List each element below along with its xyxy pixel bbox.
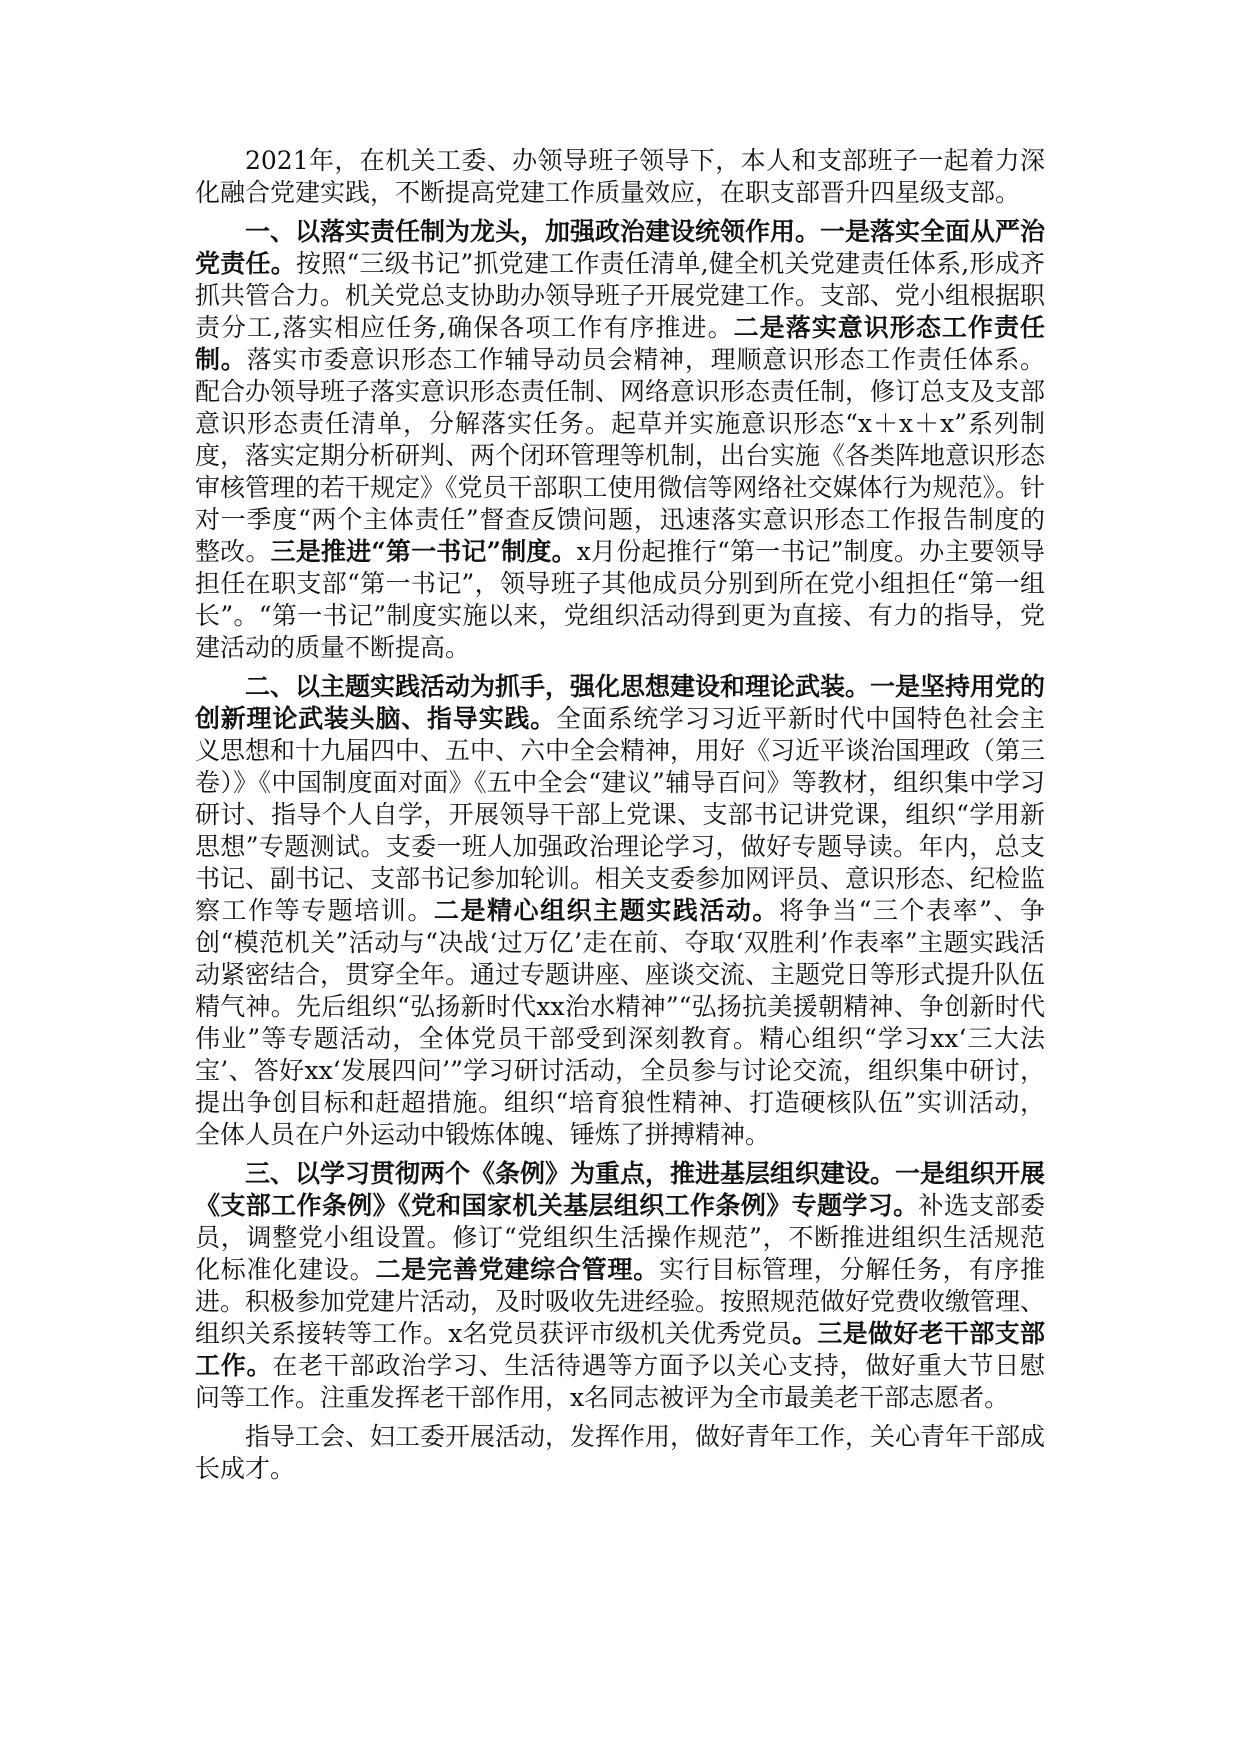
section-3-body-2: 实行目标管理，分解任务，有序推进。积极参加党建片活动，及时吸收先进经验。按照规范做好党费收缴管理、组织关系接转等工作。x名党员获评市级机关优秀党员 — [195, 1255, 1046, 1348]
section-1-subheading-2: 二是落实意识形态工作责任制。 — [195, 313, 1045, 374]
section-1-heading: 一、以落实责任制为龙头，加强政治建设统领作用。一是落实全面从严治党责任。 — [195, 217, 1046, 278]
paragraph-intro — [195, 145, 1045, 209]
closing-text: 指导工会、妇工委开展活动，发挥作用，做好青年工作，关心青年干部成长成才。 — [195, 1422, 1046, 1483]
section-1-body-3: x月份起推行“第一书记”制度。办主要领导担任在职支部“第一书记”，领导班子其他成员分别到所在党小组担任“第一组长”。“第一书记”制度实施以来，党组织活动得到更为直接、有力的指导，党建活动的质量不断提高。 — [195, 537, 1045, 662]
section-3-subheading-2: 二是完善党建综合管理。 — [375, 1255, 660, 1284]
section-2-body-2: 将争当“三个表率”、争创“模范机关”活动与“决战‘过万亿’走在前、夺取‘双胜利’作表率”主题实践活动紧密结合，贯穿全年。通过专题讲座、座谈交流、主题党日等形式提升队伍精气神。先后组织“弘扬新时代xx治水精神”“弘扬抗美援朝精神、争创新时代伟业”等专题活动，全体党员干部受到深刻教育。精心组织“学习xx‘三大法宝’、答好xx‘发展四问’”学习研讨活动，全员参与讨论交流，组织集中研讨，提出争创目标和赶超措施。组织“培育狼性精神、打造硬核队伍”实训活动，全体人员在户外运动中锻炼体魄、锤炼了拼搏精神。 — [195, 896, 1046, 1149]
section-3-heading: 三、以学习贯彻两个《条例》为重点，推进基层组织建设。一是组织开展《支部工作条例》《党和国家机关基层组织工作条例》专题学习。 — [195, 1159, 1046, 1220]
section-1-subheading-3: 三是推进“第一书记”制度。 — [270, 537, 577, 566]
paragraph-section-1 — [195, 216, 1045, 664]
section-1-body-1: 按照“三级书记”抓党建工作责任清单,健全机关党建责任体系,形成齐抓共管合力。机关党总支协助办领导班子开展党建工作。支部、党小组根据职责分工,落实相应任务,确保各项工作有序推进。 — [195, 249, 1046, 342]
paragraph-closing — [195, 1421, 1045, 1485]
section-2-subheading-2: 二是精心组织主题实践活动。 — [433, 896, 779, 925]
document-body — [195, 145, 1045, 1492]
paragraph-section-2 — [195, 671, 1045, 1151]
section-3-body-3: 在老干部政治学习、生活待遇等方面予以关心支持，做好重大节日慰问等工作。注重发挥老干部作用，x名同志被评为全市最美老干部志愿者。 — [195, 1351, 1045, 1412]
section-2-body-1: 全面系统学习习近平新时代中国特色社会主义思想和十九届四中、五中、六中全会精神，用好《习近平谈治国理政（第三卷）》《中国制度面对面》《五中全会“建议”辅导百问》等教材，组织集中学习研讨、指导个人自学，开展领导干部上党课、支部书记讲党课，组织“学用新思想”专题测试。支委一班人加强政治理论学习，做好专题导读。年内，总支书记、副书记、支部书记参加轮训。相关支委参加网评员、意识形态、纪检监察工作等专题培训。 — [195, 704, 1046, 925]
section-3-body-1: 补选支部委员，调整党小组设置。修订“党组织生活操作规范”，不断推进组织生活规范化标准化建设。 — [195, 1191, 1045, 1284]
section-1-body-2: 落实市委意识形态工作辅导动员会精神，理顺意识形态工作责任体系。配合办领导班子落实意识形态责任制、网络意识形态责任制，修订总支及支部意识形态责任清单，分解落实任务。起草并实施意识形态“x＋x＋x”系列制度，落实定期分析研判、两个闭环管理等机制，出台实施《各类阵地意识形态审核管理的若干规定》《党员干部职工使用微信等网络社交媒体行为规范》。针对一季度“两个主体责任”督查反馈问题，迅速落实意识形态工作报告制度的整改。 — [195, 345, 1046, 566]
paragraph-section-3 — [195, 1158, 1045, 1414]
intro-text: 2021年，在机关工委、办领导班子领导下，本人和支部班子一起着力深化融合党建实践，不断提高党建工作质量效应，在职支部晋升四星级支部。 — [195, 146, 1045, 207]
section-2-heading: 二、以主题实践活动为抓手，强化思想建设和理论武装。一是坚持用党的创新理论武装头脑、指导实践。 — [195, 672, 1046, 733]
section-3-subheading-3: 。三是做好老干部支部工作。 — [195, 1319, 1045, 1380]
